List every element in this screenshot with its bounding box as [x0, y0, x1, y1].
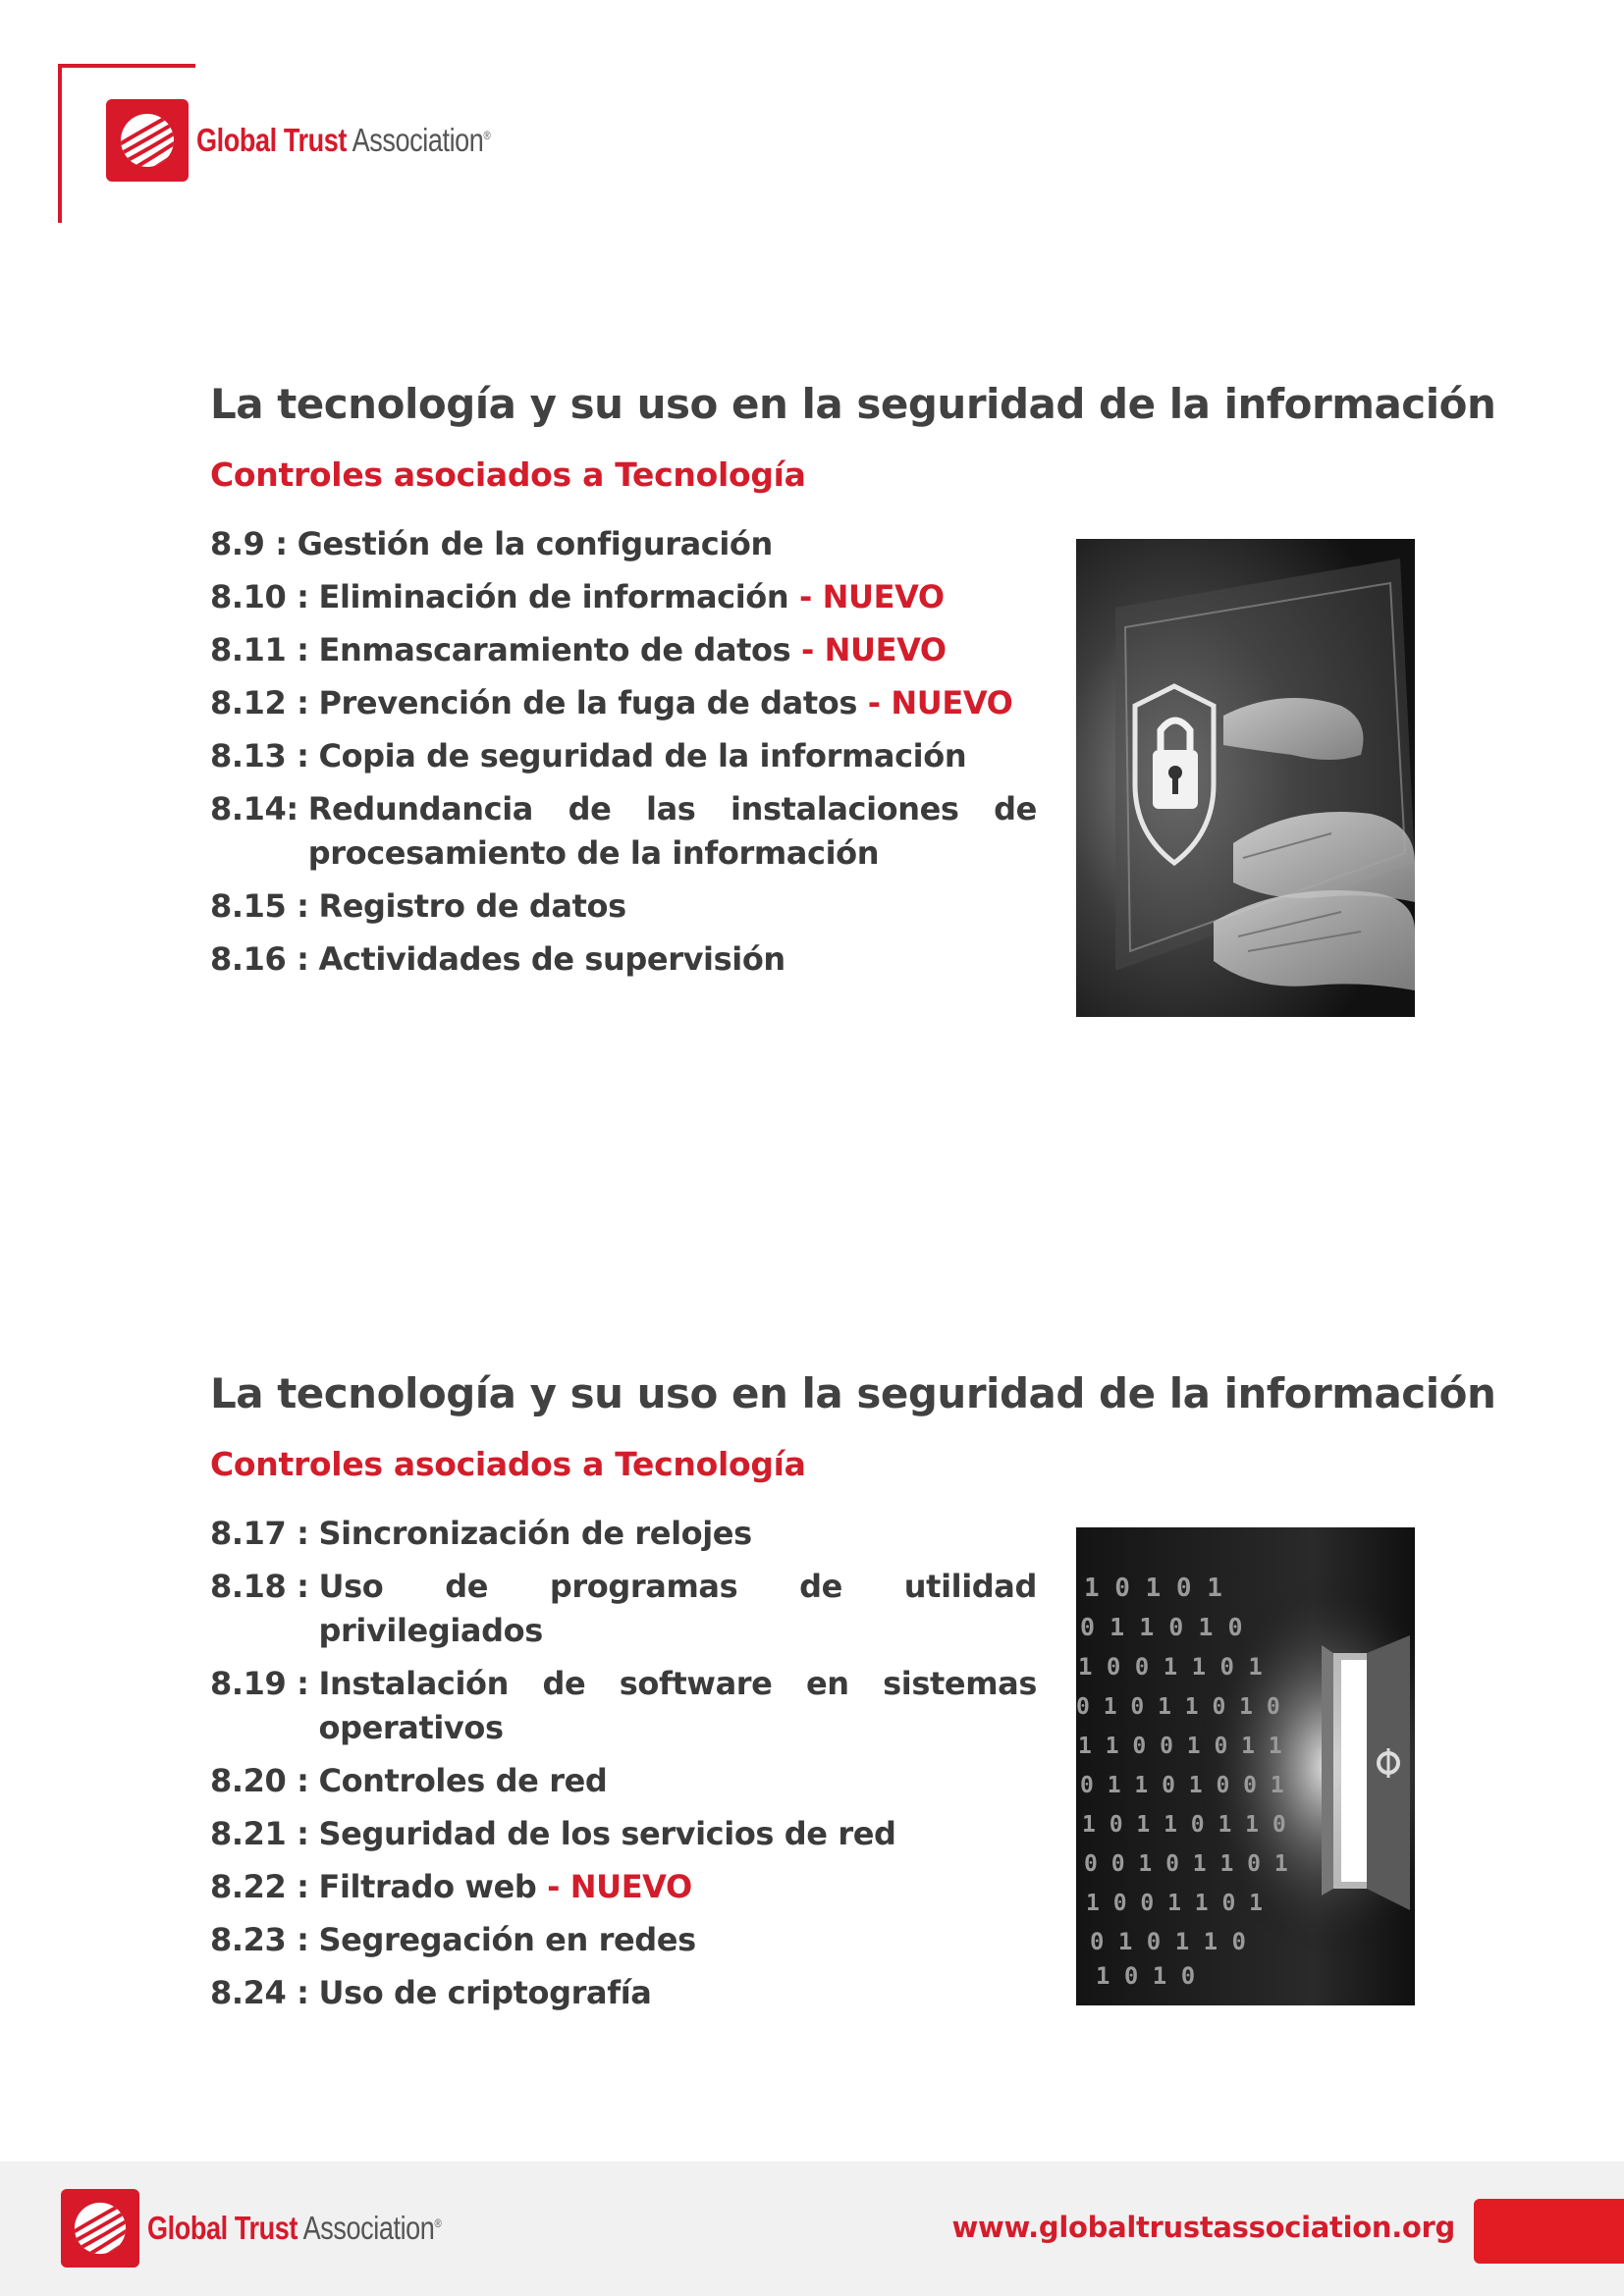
control-item	[210, 1512, 1037, 1556]
new-tag: - NUEVO	[801, 631, 947, 668]
control-code: 8.14:	[210, 790, 298, 828]
svg-text:1 0 0 1 1 0 1: 1 0 0 1 1 0 1	[1078, 1653, 1263, 1681]
header-logo	[106, 99, 555, 182]
globe-stripes-icon	[61, 2189, 139, 2268]
new-tag: - NUEVO	[867, 684, 1013, 721]
control-code: 8.22 :	[210, 1868, 309, 1905]
section-subtitle: Controles asociados a Tecnología	[210, 455, 806, 494]
svg-text:0 0 1 0 1 1 0 1: 0 0 1 0 1 1 0 1	[1084, 1851, 1288, 1877]
svg-text:1 1 0 0 1 0 1 1: 1 1 0 0 1 0 1 1	[1078, 1734, 1282, 1759]
control-item	[210, 1865, 1037, 1909]
control-text: Registro de datos	[318, 887, 626, 925]
registered-mark: ®	[434, 2216, 442, 2230]
control-code: 8.11 :	[210, 631, 309, 668]
brand-name-secondary: Association	[302, 2210, 435, 2246]
control-item	[210, 522, 1037, 566]
footer-website-link[interactable]: www.globaltrustassociation.org	[951, 2211, 1455, 2244]
control-item	[210, 1662, 1037, 1750]
control-text: Copia de seguridad de la información	[318, 737, 967, 774]
footer-logo	[61, 2189, 506, 2268]
section-title: La tecnología y su uso en la seguridad de la información	[210, 1369, 1496, 1417]
svg-text:0 1 1 0 1 0: 0 1 1 0 1 0	[1080, 1613, 1243, 1641]
control-code: 8.20 :	[210, 1762, 309, 1799]
control-code: 8.10 :	[210, 578, 309, 615]
svg-text:1 0 1 0: 1 0 1 0	[1096, 1962, 1196, 1990]
section-title: La tecnología y su uso en la seguridad de la información	[210, 380, 1496, 428]
control-text: Prevención de la fuga de datos	[318, 684, 858, 721]
svg-text:0 1 1 0 1 0 0 1: 0 1 1 0 1 0 0 1	[1080, 1773, 1284, 1798]
control-item	[210, 884, 1037, 929]
control-item	[210, 628, 1037, 672]
control-text: Seguridad de los servicios de red	[318, 1815, 896, 1852]
laptop-padlock-photo	[1076, 539, 1415, 1017]
new-tag: - NUEVO	[547, 1868, 692, 1905]
control-code: 8.24 :	[210, 1974, 309, 2011]
new-tag: - NUEVO	[799, 578, 945, 615]
section-subtitle: Controles asociados a Tecnología	[210, 1445, 806, 1483]
control-item	[210, 787, 1037, 876]
control-item	[210, 1918, 1037, 1962]
control-code: 8.19 :	[210, 1665, 309, 1702]
control-text: Gestión de la configuración	[297, 525, 773, 562]
control-text: Enmascaramiento de datos	[318, 631, 791, 668]
control-text: Uso de criptografía	[318, 1974, 652, 2011]
control-text: Sincronización de relojes	[318, 1515, 752, 1552]
control-text: Eliminación de información	[318, 578, 789, 615]
control-item	[210, 1971, 1037, 2015]
brand-name	[196, 122, 490, 159]
control-text: Redundancia de las instalaciones de procesamiento de la información	[307, 790, 1037, 872]
control-text: Uso de programas de utilidad privilegiados	[318, 1568, 1037, 1649]
footer-accent-bar	[1474, 2199, 1624, 2264]
registered-mark: ®	[483, 129, 491, 142]
control-item	[210, 1759, 1037, 1803]
brand-name-secondary: Association	[352, 122, 484, 158]
control-item	[210, 1812, 1037, 1856]
svg-text:1 0 0 1 1 0 1: 1 0 0 1 1 0 1	[1086, 1891, 1264, 1916]
control-code: 8.13 :	[210, 737, 309, 774]
control-item	[210, 681, 1037, 725]
control-code: 8.12 :	[210, 684, 309, 721]
svg-text:1 0 1 0 1: 1 0 1 0 1	[1084, 1574, 1222, 1603]
control-item	[210, 937, 1037, 982]
control-item	[210, 1565, 1037, 1653]
control-code: 8.17 :	[210, 1515, 309, 1552]
brand-name-primary: Global Trust	[196, 122, 347, 158]
control-text: Actividades de supervisión	[318, 940, 785, 978]
svg-text:1 0 1 1 0 1 1 0: 1 0 1 1 0 1 1 0	[1082, 1812, 1286, 1838]
binary-vault-photo	[1076, 1527, 1415, 2005]
control-text: Segregación en redes	[318, 1921, 696, 1958]
brand-name	[147, 2210, 441, 2247]
control-code: 8.21 :	[210, 1815, 309, 1852]
control-code: 8.18 :	[210, 1568, 309, 1605]
svg-text:0 1 0 1 1 0 1 0: 0 1 0 1 1 0 1 0	[1076, 1694, 1280, 1720]
controls-list	[210, 522, 1037, 982]
control-code: 8.23 :	[210, 1921, 309, 1958]
controls-list	[210, 1512, 1037, 2015]
control-text: Filtrado web	[318, 1868, 537, 1905]
control-code: 8.16 :	[210, 940, 309, 978]
control-text: Controles de red	[318, 1762, 608, 1799]
control-code: 8.9 :	[210, 525, 288, 562]
svg-text:0 1 0 1 1 0: 0 1 0 1 1 0	[1090, 1928, 1246, 1955]
control-item	[210, 734, 1037, 778]
header-corner-line	[58, 64, 195, 68]
header-corner-line	[58, 64, 62, 223]
control-code: 8.15 :	[210, 887, 309, 925]
control-item	[210, 575, 1037, 619]
globe-stripes-icon	[106, 99, 189, 182]
brand-name-primary: Global Trust	[147, 2210, 298, 2246]
control-text: Instalación de software en sistemas operativos	[318, 1665, 1037, 1746]
